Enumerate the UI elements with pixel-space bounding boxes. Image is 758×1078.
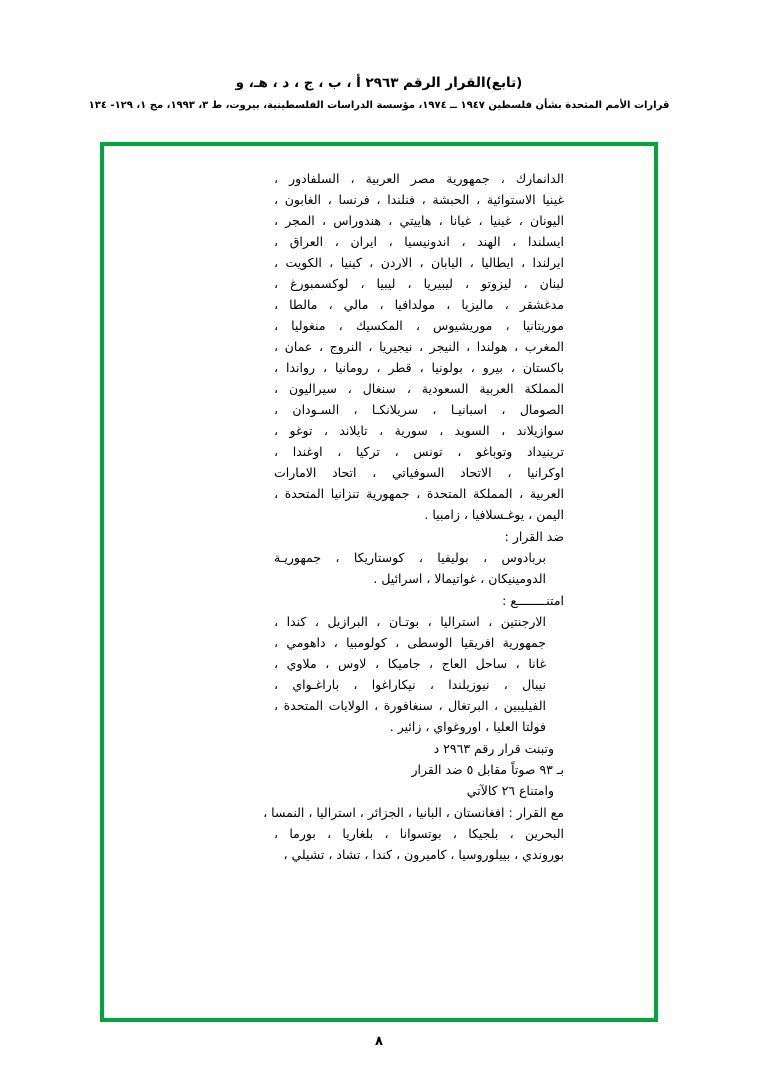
text-line: اوكرانيا ، الاتحاد السوفياتي ، اتحاد الامارات — [274, 465, 564, 480]
header-source-citation: قرارات الأمم المتحدة بشأن فلسطين ١٩٤٧ ــ ١٩٧٤، مؤسسة الدراسات الفلسطينية، بيروت، ط ٣، ١٩٩٣، مج ١، ١٢٩- ١٣٤ — [88, 99, 670, 111]
text-line: اليونان ، غينيا ، غيانا ، هاييتي ، هندوراس ، المجر ، — [274, 213, 564, 228]
text-line: ايسلندا ، الهند ، اندونيسيا ، ايران ، العراق ، — [274, 234, 564, 249]
page-header — [0, 74, 758, 113]
text-line: وامتناع ٢٦ كالآتي — [466, 783, 554, 798]
text-line: غانا ، ساحل العاج ، جاميكا ، لاوس ، ملاوي ، — [274, 656, 546, 671]
page-number: ٨ — [375, 1034, 383, 1049]
resolution-result-block — [274, 738, 564, 801]
text-line: الدومينيكان ، غواتيمالا ، اسرائيل . — [373, 571, 546, 586]
text-line: بوروندي ، بييلوروسيا ، كاميرون ، كندا ، تشاد ، تشيلي ، — [283, 847, 564, 862]
text-line: البحرين ، بلجيكا ، بوتسوانا ، بلغاريا ، بورما ، — [274, 826, 564, 841]
text-line: نيبال ، نيوزيلندا ، نيكاراغوا ، باراغـواي ، — [274, 677, 546, 692]
against-label: ضد القرار : — [504, 529, 564, 544]
text-line: ايرلندا ، ايطاليا ، اليابان ، الاردن ، كينيا ، الكويت ، — [274, 255, 564, 270]
text-line: فولتا العليا ، اوروغواي ، زائير . — [389, 719, 546, 734]
text-line: موريتانيا ، موريشيوس ، المكسيك ، منغوليا ، — [274, 318, 564, 333]
text-line: لبنان ، ليزوتو ، ليبيريا ، ليبيا ، لوكسمبورغ ، — [274, 276, 564, 291]
text-line: العربية ، المملكة المتحدة ، جمهورية تنزانيا المتحدة ، — [274, 486, 564, 501]
text-line: اليمن ، يوغـسلافيا ، زامبيا . — [424, 507, 564, 522]
text-line: ترينيداد وتوباغو ، تونس ، تركيا ، اوغندا ، — [274, 444, 564, 459]
text-line: بـ ٩٣ صوتاً مقابل ٥ ضد القرار — [411, 762, 564, 777]
text-line: جمهورية افريقيا الوسطى ، كولومبيا ، داهومي ، — [274, 635, 546, 650]
abstain-block — [274, 590, 564, 737]
text-line: الارجنتين ، استراليا ، بوتـان ، البرازيل ، كندا ، — [274, 614, 546, 629]
text-line: سوازيلاند ، السويد ، سورية ، تايلاند ، توغو ، — [274, 423, 564, 438]
text-line: الصومال ، اسبانيـا ، سريلانكـا ، السـودان ، — [274, 402, 564, 417]
text-line: الدانمارك ، جمهورية مصر العربية ، السلفادور ، — [274, 171, 564, 186]
text-line: المملكة العربية السعودية ، سنغال ، سيراليون ، — [274, 381, 564, 396]
text-line: مدغشقر ، ماليزيا ، مولدافيا ، مالي ، مالطا ، — [274, 297, 564, 312]
header-title: (تابع)القرار الرقم ٢٩٦٣ أ ، ب ، ج ، د ، هـ، و — [235, 75, 523, 91]
text-line: بربادوس ، بوليفيا ، كوستاريكا ، جمهوريـة — [274, 550, 546, 565]
text-line: المغرب ، هولندا ، النيجر ، نيجيريا ، النروج ، عمان ، — [274, 339, 564, 354]
text-line: افغانستان ، البانيا ، الجزائر ، استراليا ، النمسا ، — [263, 805, 505, 820]
countries-voting-block — [274, 168, 564, 525]
for-label: مع القرار : — [508, 805, 564, 820]
for-block — [263, 802, 564, 865]
document-body — [263, 168, 564, 865]
against-block — [274, 526, 564, 589]
text-line: الفيليبين ، البرتغال ، سنغافورة ، الولايات المتحدة ، — [274, 698, 546, 713]
green-border-frame — [100, 142, 658, 1022]
text-line: غينيا الاستوائية ، الحبشة ، فنلندا ، فرنسا ، الغابون ، — [274, 192, 564, 207]
text-line: باكستان ، بيرو ، بولونيا ، قطر ، رومانيا ، رواندا ، — [274, 360, 564, 375]
for-label-and-list — [263, 802, 564, 823]
text-line: وتبنت قرار رقم ٢٩٦٣ د — [433, 741, 554, 756]
abstain-label: امتنــــــــع : — [502, 593, 564, 608]
